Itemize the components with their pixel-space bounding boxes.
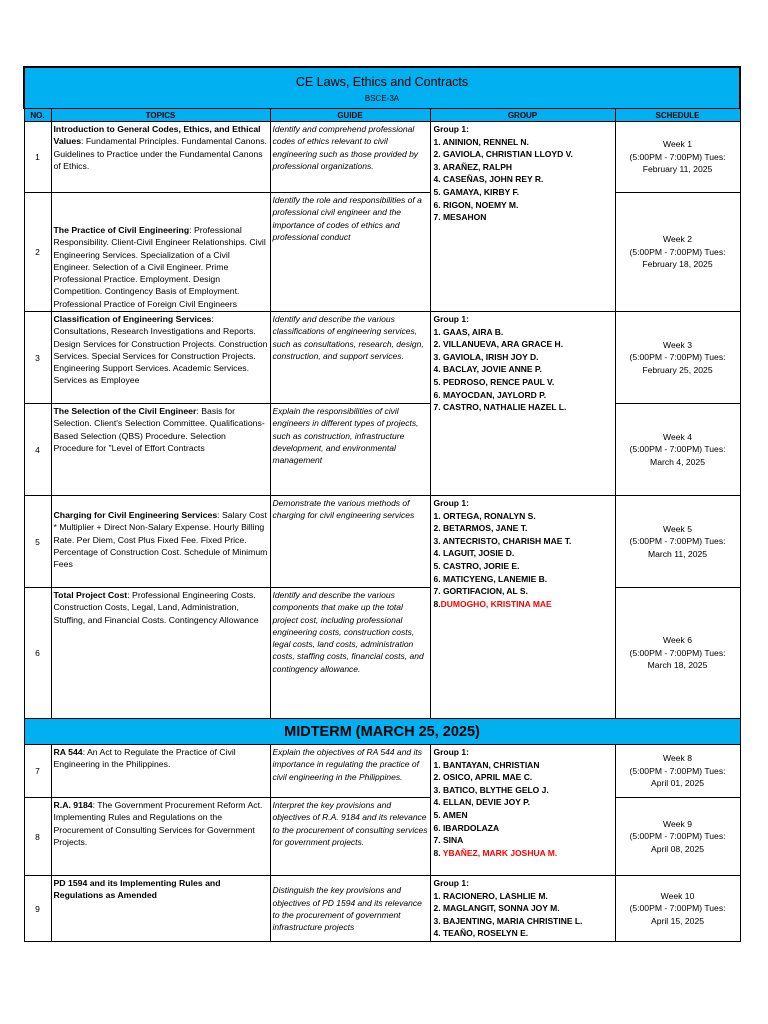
topic-details: : Consultations, Research Investigations and Reports. Design Services for Construction Projects. Construction Services. Special Services for Construction Projects. Engineering Support Services. Academic Services. Services as Employee xyxy=(53,314,268,386)
time-label: (5:00PM - 7:00PM) Tues: xyxy=(629,903,726,914)
week-label: Week 6 xyxy=(663,635,692,646)
time-label: (5:00PM - 7:00PM) Tues: xyxy=(629,352,726,363)
group-member: 2. MAGLANGIT, SONNA JOY M. xyxy=(433,903,560,914)
row-number: 5 xyxy=(24,496,51,588)
date-label: February 11, 2025 xyxy=(642,164,713,175)
time-label: (5:00PM - 7:00PM) Tues: xyxy=(629,444,726,455)
guide-cell: Identify the role and responsibilities of a professional civil engineer and the importance of codes of ethics and professional conduct xyxy=(270,193,430,312)
group-member: 2. OSICO, APRIL MAE C. xyxy=(433,772,533,783)
group-member: 4. ELLAN, DEVIE JOY P. xyxy=(433,797,531,808)
schedule-cell xyxy=(615,312,740,404)
guide-cell: Explain the objectives of RA 544 and its importance in regulating the practice of civil engineering in the Philippines. xyxy=(270,745,430,798)
schedule-cell xyxy=(615,404,740,496)
group-title: Group 1: xyxy=(433,747,469,757)
midterm-banner: MIDTERM (MARCH 25, 2025) xyxy=(24,719,740,745)
member-name: YBAÑEZ, MARK JOSHUA M. xyxy=(442,847,558,858)
group-member: 4. CASEÑAS, JOHN REY R. xyxy=(433,174,544,185)
member-number: 8. xyxy=(433,598,441,609)
midterm-row xyxy=(24,719,740,745)
date-label: March 18, 2025 xyxy=(647,660,708,671)
row-number: 4 xyxy=(24,404,51,496)
section-label: BSCE-3A xyxy=(364,94,400,103)
group-member: 1. BANTAYAN, CHRISTIAN xyxy=(433,759,540,770)
topic-cell xyxy=(51,876,270,942)
course-schedule-table xyxy=(23,66,741,942)
table-row xyxy=(24,404,740,496)
group-member: 2. VILLANUEVA, ARA GRACE H. xyxy=(433,339,564,350)
group-member: 3. ARAÑEZ, RALPH xyxy=(433,161,513,172)
group-member: 6. RIGON, NOEMY M. xyxy=(433,199,519,210)
time-label: (5:00PM - 7:00PM) Tues: xyxy=(629,246,726,257)
week-label: Week 1 xyxy=(663,139,692,150)
group-title: Group 1: xyxy=(433,878,469,888)
group-member: 1. ORTEGA, RONALYN S. xyxy=(433,510,536,521)
document-title: CE Laws, Ethics and Contracts xyxy=(295,75,469,89)
table-row xyxy=(24,193,740,312)
group-cell xyxy=(430,496,615,719)
guide-cell: Explain the responsibilities of civil engineers in different types of projects, such as construction, infrastructure development, and environmental management xyxy=(270,404,430,496)
topic-title: Introduction to General Codes, Ethics, and Ethical Values xyxy=(53,124,261,147)
group-member: 6. MATICYENG, LANEMIE B. xyxy=(433,573,548,584)
date-label: March 4, 2025 xyxy=(650,456,705,467)
group-member: 1. GAAS, AIRA B. xyxy=(433,326,504,337)
week-label: Week 4 xyxy=(663,431,692,442)
time-label: (5:00PM - 7:00PM) Tues: xyxy=(629,151,726,162)
table-row xyxy=(24,876,740,942)
topic-title: PD 1594 and its Implementing Rules and Regulations as Amended xyxy=(53,878,221,901)
topic-details: : Professional Engineering Costs. Construction Costs, Legal, Land, Administration, Stuffing, and Financial Costs. Contingency Allowance xyxy=(53,590,259,625)
group-member: 7. MESAHON xyxy=(433,212,487,223)
schedule-cell xyxy=(615,798,740,876)
group-member: 4. TEAÑO, ROSELYN E. xyxy=(433,928,529,939)
topic-details: : The Government Procurement Reform Act. Implementing Rules and Regulations on the Procurement of Consulting Services for Government Projects. xyxy=(53,800,263,847)
group-member: 7. CASTRO, NATHALIE HAZEL L. xyxy=(433,402,567,413)
time-label: (5:00PM - 7:00PM) Tues: xyxy=(629,831,726,842)
schedule-cell xyxy=(615,496,740,588)
week-label: Week 5 xyxy=(663,523,692,534)
col-header-no: NO. xyxy=(24,109,51,122)
group-member: 1. RACIONERO, LASHLIE M. xyxy=(433,890,548,901)
topic-title: RA 544 xyxy=(53,747,83,757)
group-member-highlighted xyxy=(434,847,613,860)
col-header-topics: TOPICS xyxy=(51,109,270,122)
week-label: Week 9 xyxy=(663,818,692,829)
topic-cell xyxy=(51,193,270,312)
group-member: 4. BACLAY, JOVIE ANNE P. xyxy=(433,364,542,375)
group-cell xyxy=(430,876,615,942)
schedule-cell xyxy=(615,588,740,719)
topic-title: The Practice of Civil Engineering xyxy=(53,224,190,235)
date-label: April 01, 2025 xyxy=(650,778,705,789)
table-row xyxy=(24,312,740,404)
row-number: 1 xyxy=(24,122,51,193)
table-row xyxy=(24,588,740,719)
date-label: April 08, 2025 xyxy=(650,843,705,854)
group-member: 2. GAVIOLA, CHRISTIAN LLOYD V. xyxy=(433,149,573,160)
date-label: March 11, 2025 xyxy=(647,548,708,559)
guide-cell: Identify and comprehend professional codes of ethics relevant to civil engineering such as those provided by professional organizations. xyxy=(270,122,430,193)
week-label: Week 10 xyxy=(660,890,695,901)
topic-details: : Professional Responsibility. Client-Civil Engineer Relationships. Civil Engineering Services. Specialization of a Civil Engineer. Selection of a Civil Engineer. Prime Professional Practice. Employment. Design Competition. Contingency Basis of Employment. Professional Practice of Foreign Civil Engineers xyxy=(53,224,266,309)
topic-cell xyxy=(51,588,270,719)
guide-cell: Demonstrate the various methods of charging for civil engineering services xyxy=(270,496,430,588)
topic-details: : Salary Cost * Multiplier + Direct Non-Salary Expense. Hourly Billing Rate. Per Diem, Cost Plus Fixed Fee. Fixed Price. Percentage of Construction Cost. Schedule of Minimum Fees xyxy=(53,510,268,570)
guide-cell: Identify and describe the various components that make up the total project cost, including professional engineering costs, construction costs, legal costs, land costs, administration costs, staffing costs, financial costs, and contingency allowance. xyxy=(270,588,430,719)
group-title: Group 1: xyxy=(433,498,469,508)
group-cell xyxy=(430,122,615,312)
week-label: Week 2 xyxy=(663,234,692,245)
topic-details: : Basis for Selection. Client's Selection Committee. Qualifications-Based Selection (QBS) Procedure. Selection Procedure for "Level of Effort Contracts xyxy=(53,406,265,453)
group-member: 5. CASTRO, JORIE E. xyxy=(433,560,520,571)
topic-title: Total Project Cost xyxy=(53,590,128,600)
guide-cell: Identify and describe the various classifications of engineering services, such as consultations, research, design, construction, and support services. xyxy=(270,312,430,404)
date-label: April 15, 2025 xyxy=(650,915,705,926)
row-number: 3 xyxy=(24,312,51,404)
time-label: (5:00PM - 7:00PM) Tues: xyxy=(629,765,726,776)
topic-cell xyxy=(51,312,270,404)
group-member: 3. GAVIOLA, IRISH JOY D. xyxy=(433,351,539,362)
table-row xyxy=(24,496,740,588)
topic-cell xyxy=(51,798,270,876)
group-cell xyxy=(430,745,615,876)
row-number: 7 xyxy=(24,745,51,798)
member-name: DUMOGHO, KRISTINA MAE xyxy=(440,598,552,609)
group-member: 7. GORTIFACION, AL S. xyxy=(433,586,528,597)
group-member: 2. BETARMOS, JANE T. xyxy=(433,523,528,534)
group-title: Group 1: xyxy=(433,124,469,134)
row-number: 8 xyxy=(24,798,51,876)
group-member: 5. AMEN xyxy=(433,809,468,820)
guide-cell: Distinguish the key provisions and objectives of PD 1594 and its relevance to the procurement of government infrastructure projects xyxy=(270,876,430,942)
topic-cell xyxy=(51,745,270,798)
group-member: 5. GAMAYA, KIRBY F. xyxy=(433,186,520,197)
group-member: 7. SINA xyxy=(433,835,464,846)
title-banner xyxy=(24,67,740,109)
table-row xyxy=(24,122,740,193)
topic-title: Charging for Civil Engineering Services xyxy=(53,510,218,520)
topic-title: Classification of Engineering Services xyxy=(53,314,212,324)
group-member-highlighted xyxy=(434,598,613,611)
group-member: 6. MAYOCDAN, JAYLORD P. xyxy=(433,389,547,400)
col-header-group: GROUP xyxy=(430,109,615,122)
schedule-cell xyxy=(615,193,740,312)
schedule-cell xyxy=(615,745,740,798)
time-label: (5:00PM - 7:00PM) Tues: xyxy=(629,536,726,547)
row-number: 9 xyxy=(24,876,51,942)
topic-details: : An Act to Regulate the Practice of Civil Engineering in the Philippines. xyxy=(53,747,236,770)
schedule-cell xyxy=(615,876,740,942)
row-number: 2 xyxy=(24,193,51,312)
group-member: 1. ANINION, RENNEL N. xyxy=(433,136,529,147)
topic-details: : Fundamental Principles. Fundamental Canons. Guidelines to Practice under the Fundamental Canons of Ethics. xyxy=(53,136,267,171)
col-header-schedule: SCHEDULE xyxy=(615,109,740,122)
topic-title: The Selection of the Civil Engineer xyxy=(53,406,197,416)
group-member: 5. PEDROSO, RENCE PAUL V. xyxy=(433,376,555,387)
col-header-guide: GUIDE xyxy=(270,109,430,122)
group-member: 4. LAGUIT, JOSIE D. xyxy=(433,548,515,559)
table-row xyxy=(24,745,740,798)
member-number: 8. xyxy=(433,847,443,858)
time-label: (5:00PM - 7:00PM) Tues: xyxy=(629,647,726,658)
schedule-sheet xyxy=(23,66,739,942)
group-member: 3. BAJENTING, MARIA CHRISTINE L. xyxy=(433,915,583,926)
group-member: 6. IBARDOLAZA xyxy=(433,822,500,833)
group-member: 3. BATICO, BLYTHE GELO J. xyxy=(433,784,549,795)
schedule-cell xyxy=(615,122,740,193)
topic-cell xyxy=(51,122,270,193)
topic-cell xyxy=(51,496,270,588)
topic-title: R.A. 9184 xyxy=(53,800,93,810)
row-number: 6 xyxy=(24,588,51,719)
group-title: Group 1: xyxy=(433,314,469,324)
date-label: February 18, 2025 xyxy=(642,259,713,270)
week-label: Week 8 xyxy=(663,753,692,764)
week-label: Week 3 xyxy=(663,339,692,350)
date-label: February 25, 2025 xyxy=(642,364,713,375)
guide-cell: Interpret the key provisions and objectives of R.A. 9184 and its relevance to the procurement of consulting services for government projects. xyxy=(270,798,430,876)
table-row xyxy=(24,798,740,876)
group-cell xyxy=(430,312,615,496)
topic-cell xyxy=(51,404,270,496)
group-member: 3. ANTECRISTO, CHARISH MAE T. xyxy=(433,535,572,546)
